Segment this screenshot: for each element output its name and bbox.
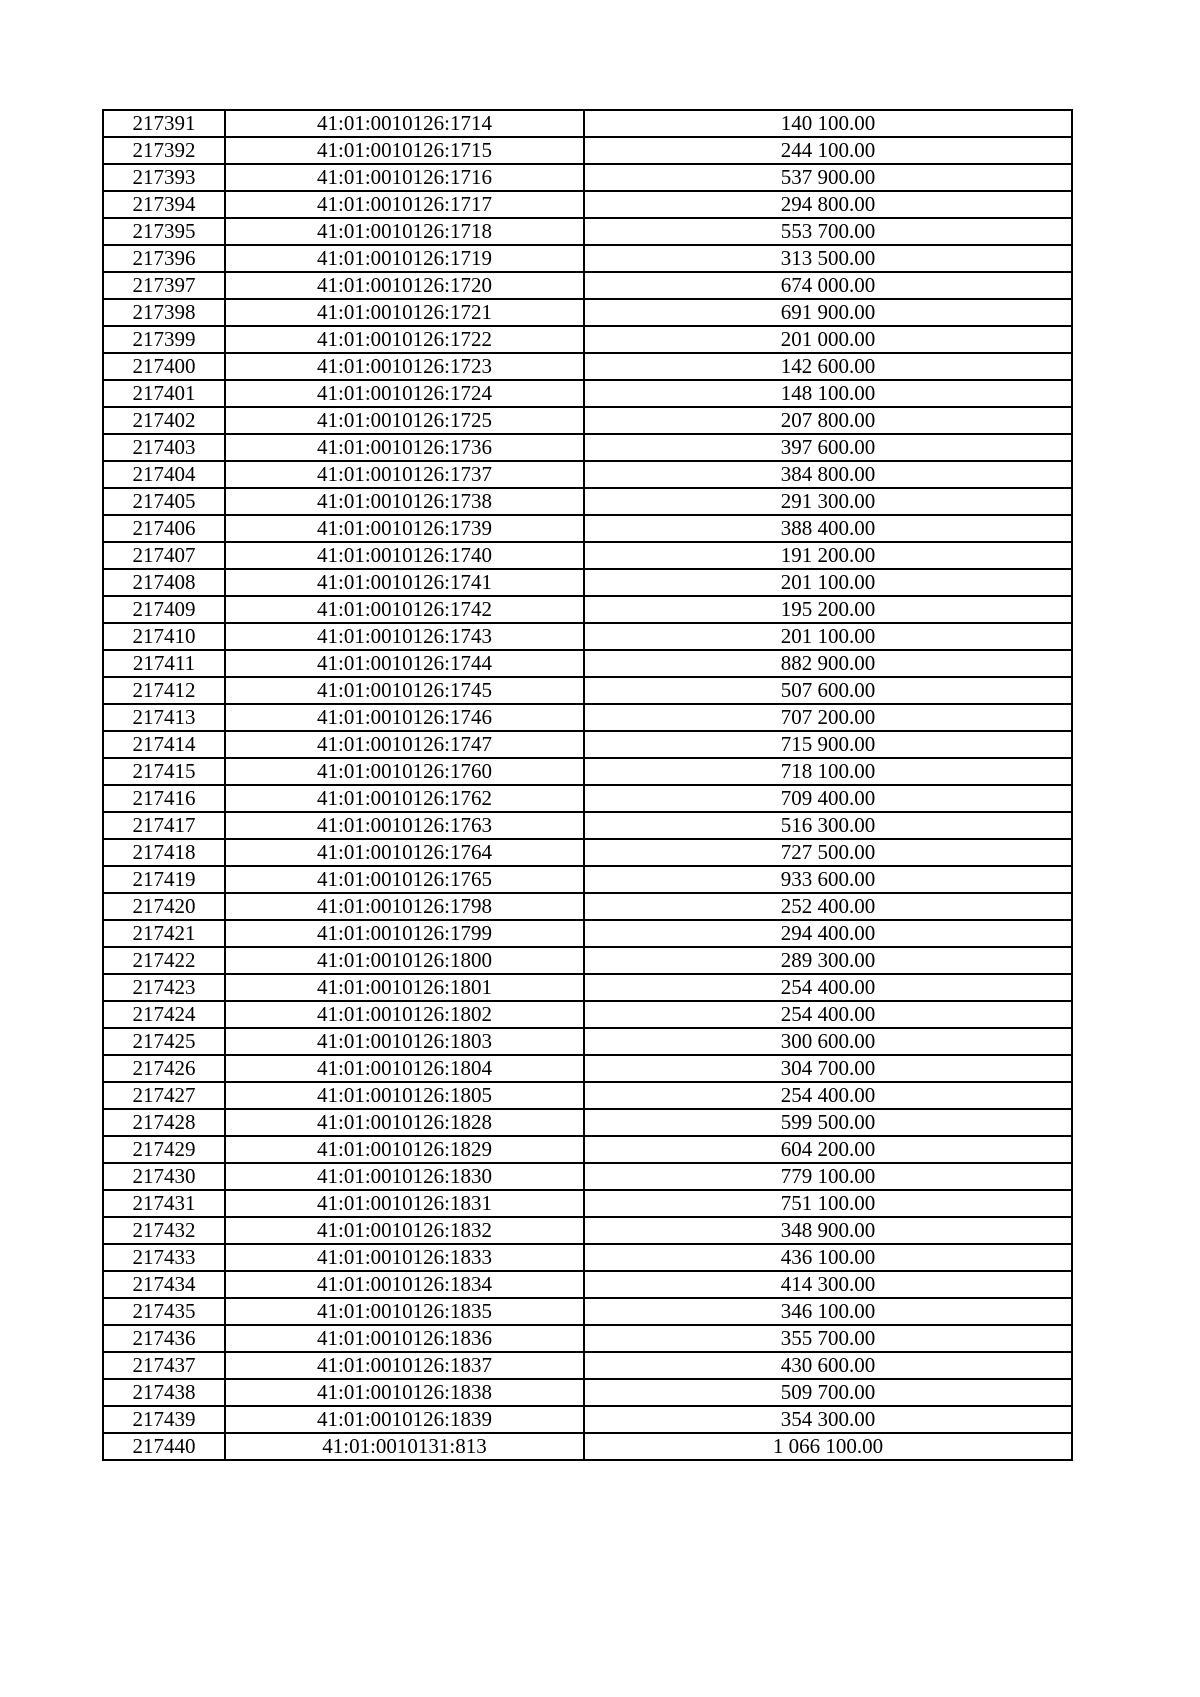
cadastral-number-cell: 41:01:0010126:1760 <box>225 758 584 785</box>
row-number-cell: 217399 <box>103 326 225 353</box>
cadastral-value-cell: 718 100.00 <box>584 758 1072 785</box>
cadastral-value-cell: 289 300.00 <box>584 947 1072 974</box>
table-row <box>103 1298 1072 1325</box>
row-number-cell: 217408 <box>103 569 225 596</box>
row-number-cell: 217439 <box>103 1406 225 1433</box>
table-row <box>103 866 1072 893</box>
cadastral-number-cell: 41:01:0010126:1805 <box>225 1082 584 1109</box>
table-row <box>103 515 1072 542</box>
table-row <box>103 542 1072 569</box>
cadastral-value-cell: 537 900.00 <box>584 164 1072 191</box>
row-number-cell: 217431 <box>103 1190 225 1217</box>
cadastral-value-cell: 201 100.00 <box>584 623 1072 650</box>
cadastral-value-cell: 304 700.00 <box>584 1055 1072 1082</box>
cadastral-value-cell: 195 200.00 <box>584 596 1072 623</box>
table-row <box>103 839 1072 866</box>
cadastral-value-cell: 254 400.00 <box>584 1001 1072 1028</box>
cadastral-number-cell: 41:01:0010126:1717 <box>225 191 584 218</box>
table-row <box>103 245 1072 272</box>
cadastral-value-cell: 294 400.00 <box>584 920 1072 947</box>
row-number-cell: 217430 <box>103 1163 225 1190</box>
cadastral-number-cell: 41:01:0010126:1830 <box>225 1163 584 1190</box>
cadastral-value-cell: 715 900.00 <box>584 731 1072 758</box>
table-row <box>103 326 1072 353</box>
table-row <box>103 704 1072 731</box>
table-row <box>103 1163 1072 1190</box>
row-number-cell: 217415 <box>103 758 225 785</box>
row-number-cell: 217435 <box>103 1298 225 1325</box>
row-number-cell: 217429 <box>103 1136 225 1163</box>
table-row <box>103 1001 1072 1028</box>
cadastral-number-cell: 41:01:0010126:1721 <box>225 299 584 326</box>
cadastral-value-cell: 933 600.00 <box>584 866 1072 893</box>
row-number-cell: 217396 <box>103 245 225 272</box>
row-number-cell: 217392 <box>103 137 225 164</box>
table-row <box>103 893 1072 920</box>
cadastral-number-cell: 41:01:0010126:1719 <box>225 245 584 272</box>
row-number-cell: 217411 <box>103 650 225 677</box>
cadastral-number-cell: 41:01:0010126:1836 <box>225 1325 584 1352</box>
row-number-cell: 217416 <box>103 785 225 812</box>
row-number-cell: 217420 <box>103 893 225 920</box>
cadastral-value-cell: 244 100.00 <box>584 137 1072 164</box>
cadastral-number-cell: 41:01:0010126:1720 <box>225 272 584 299</box>
cadastral-value-cell: 346 100.00 <box>584 1298 1072 1325</box>
row-number-cell: 217421 <box>103 920 225 947</box>
table-body <box>103 110 1072 1460</box>
cadastral-number-cell: 41:01:0010126:1799 <box>225 920 584 947</box>
cadastral-number-cell: 41:01:0010126:1742 <box>225 596 584 623</box>
table-row <box>103 974 1072 1001</box>
table-row <box>103 299 1072 326</box>
row-number-cell: 217438 <box>103 1379 225 1406</box>
cadastral-value-cell: 430 600.00 <box>584 1352 1072 1379</box>
cadastral-number-cell: 41:01:0010126:1834 <box>225 1271 584 1298</box>
cadastral-value-cell: 254 400.00 <box>584 974 1072 1001</box>
cadastral-value-cell: 291 300.00 <box>584 488 1072 515</box>
row-number-cell: 217404 <box>103 461 225 488</box>
cadastral-value-cell: 691 900.00 <box>584 299 1072 326</box>
cadastral-value-cell: 207 800.00 <box>584 407 1072 434</box>
cadastral-value-cell: 148 100.00 <box>584 380 1072 407</box>
row-number-cell: 217422 <box>103 947 225 974</box>
cadastral-value-cell: 252 400.00 <box>584 893 1072 920</box>
cadastral-number-cell: 41:01:0010126:1737 <box>225 461 584 488</box>
cadastral-value-cell: 882 900.00 <box>584 650 1072 677</box>
row-number-cell: 217405 <box>103 488 225 515</box>
cadastral-number-cell: 41:01:0010126:1764 <box>225 839 584 866</box>
cadastral-number-cell: 41:01:0010126:1740 <box>225 542 584 569</box>
cadastral-number-cell: 41:01:0010126:1765 <box>225 866 584 893</box>
cadastral-value-cell: 599 500.00 <box>584 1109 1072 1136</box>
cadastral-number-cell: 41:01:0010126:1800 <box>225 947 584 974</box>
cadastral-value-cell: 709 400.00 <box>584 785 1072 812</box>
row-number-cell: 217426 <box>103 1055 225 1082</box>
row-number-cell: 217403 <box>103 434 225 461</box>
table-row <box>103 1082 1072 1109</box>
row-number-cell: 217395 <box>103 218 225 245</box>
cadastral-number-cell: 41:01:0010126:1798 <box>225 893 584 920</box>
row-number-cell: 217418 <box>103 839 225 866</box>
cadastral-value-cell: 140 100.00 <box>584 110 1072 137</box>
table-row <box>103 1433 1072 1460</box>
row-number-cell: 217407 <box>103 542 225 569</box>
table-row <box>103 407 1072 434</box>
cadastral-number-cell: 41:01:0010126:1723 <box>225 353 584 380</box>
row-number-cell: 217425 <box>103 1028 225 1055</box>
cadastral-number-cell: 41:01:0010126:1762 <box>225 785 584 812</box>
row-number-cell: 217402 <box>103 407 225 434</box>
cadastral-number-cell: 41:01:0010126:1803 <box>225 1028 584 1055</box>
row-number-cell: 217410 <box>103 623 225 650</box>
cadastral-number-cell: 41:01:0010126:1838 <box>225 1379 584 1406</box>
cadastral-value-cell: 201 000.00 <box>584 326 1072 353</box>
table-row <box>103 272 1072 299</box>
table-row <box>103 623 1072 650</box>
cadastral-value-cell: 604 200.00 <box>584 1136 1072 1163</box>
table-row <box>103 380 1072 407</box>
table-row <box>103 569 1072 596</box>
row-number-cell: 217409 <box>103 596 225 623</box>
cadastral-number-cell: 41:01:0010126:1833 <box>225 1244 584 1271</box>
cadastral-value-cell: 1 066 100.00 <box>584 1433 1072 1460</box>
table-row <box>103 1406 1072 1433</box>
cadastral-number-cell: 41:01:0010126:1724 <box>225 380 584 407</box>
row-number-cell: 217413 <box>103 704 225 731</box>
row-number-cell: 217394 <box>103 191 225 218</box>
cadastral-number-cell: 41:01:0010126:1736 <box>225 434 584 461</box>
cadastral-number-cell: 41:01:0010126:1829 <box>225 1136 584 1163</box>
cadastral-number-cell: 41:01:0010126:1718 <box>225 218 584 245</box>
row-number-cell: 217398 <box>103 299 225 326</box>
row-number-cell: 217437 <box>103 1352 225 1379</box>
table-row <box>103 353 1072 380</box>
table-row <box>103 758 1072 785</box>
cadastral-number-cell: 41:01:0010126:1839 <box>225 1406 584 1433</box>
cadastral-number-cell: 41:01:0010126:1747 <box>225 731 584 758</box>
table-row <box>103 1352 1072 1379</box>
cadastral-number-cell: 41:01:0010126:1832 <box>225 1217 584 1244</box>
cadastral-number-cell: 41:01:0010126:1837 <box>225 1352 584 1379</box>
row-number-cell: 217433 <box>103 1244 225 1271</box>
cadastral-number-cell: 41:01:0010126:1745 <box>225 677 584 704</box>
cadastral-number-cell: 41:01:0010126:1741 <box>225 569 584 596</box>
row-number-cell: 217428 <box>103 1109 225 1136</box>
table-row <box>103 1028 1072 1055</box>
row-number-cell: 217412 <box>103 677 225 704</box>
row-number-cell: 217400 <box>103 353 225 380</box>
table-row <box>103 218 1072 245</box>
cadastral-value-cell: 509 700.00 <box>584 1379 1072 1406</box>
table-row <box>103 731 1072 758</box>
table-row <box>103 812 1072 839</box>
cadastral-value-cell: 294 800.00 <box>584 191 1072 218</box>
table-row <box>103 947 1072 974</box>
cadastral-number-cell: 41:01:0010126:1714 <box>225 110 584 137</box>
cadastral-number-cell: 41:01:0010126:1738 <box>225 488 584 515</box>
cadastral-value-cell: 436 100.00 <box>584 1244 1072 1271</box>
cadastral-number-cell: 41:01:0010126:1763 <box>225 812 584 839</box>
row-number-cell: 217414 <box>103 731 225 758</box>
cadastral-value-cell: 201 100.00 <box>584 569 1072 596</box>
table-row <box>103 596 1072 623</box>
cadastral-value-cell: 516 300.00 <box>584 812 1072 839</box>
cadastral-value-cell: 300 600.00 <box>584 1028 1072 1055</box>
table-row <box>103 1217 1072 1244</box>
cadastral-number-cell: 41:01:0010126:1725 <box>225 407 584 434</box>
table-row <box>103 164 1072 191</box>
table-row <box>103 650 1072 677</box>
row-number-cell: 217434 <box>103 1271 225 1298</box>
table-row <box>103 110 1072 137</box>
cadastral-number-cell: 41:01:0010126:1835 <box>225 1298 584 1325</box>
cadastral-value-cell: 388 400.00 <box>584 515 1072 542</box>
table-row <box>103 1109 1072 1136</box>
cadastral-value-cell: 707 200.00 <box>584 704 1072 731</box>
cadastral-value-cell: 553 700.00 <box>584 218 1072 245</box>
table-row <box>103 434 1072 461</box>
cadastral-number-cell: 41:01:0010126:1801 <box>225 974 584 1001</box>
row-number-cell: 217423 <box>103 974 225 1001</box>
cadastral-value-cell: 191 200.00 <box>584 542 1072 569</box>
table-row <box>103 1325 1072 1352</box>
cadastral-value-cell: 414 300.00 <box>584 1271 1072 1298</box>
row-number-cell: 217417 <box>103 812 225 839</box>
table-row <box>103 1055 1072 1082</box>
cadastral-value-cell: 779 100.00 <box>584 1163 1072 1190</box>
table-row <box>103 677 1072 704</box>
row-number-cell: 217436 <box>103 1325 225 1352</box>
row-number-cell: 217401 <box>103 380 225 407</box>
row-number-cell: 217406 <box>103 515 225 542</box>
cadastral-value-cell: 727 500.00 <box>584 839 1072 866</box>
cadastral-number-cell: 41:01:0010126:1828 <box>225 1109 584 1136</box>
table-row <box>103 1136 1072 1163</box>
cadastral-number-cell: 41:01:0010126:1802 <box>225 1001 584 1028</box>
cadastral-value-table <box>102 109 1073 1461</box>
table-row <box>103 137 1072 164</box>
cadastral-value-cell: 313 500.00 <box>584 245 1072 272</box>
table-row <box>103 1190 1072 1217</box>
cadastral-value-cell: 507 600.00 <box>584 677 1072 704</box>
row-number-cell: 217393 <box>103 164 225 191</box>
cadastral-number-cell: 41:01:0010126:1716 <box>225 164 584 191</box>
row-number-cell: 217427 <box>103 1082 225 1109</box>
row-number-cell: 217432 <box>103 1217 225 1244</box>
row-number-cell: 217397 <box>103 272 225 299</box>
cadastral-value-cell: 674 000.00 <box>584 272 1072 299</box>
cadastral-number-cell: 41:01:0010126:1804 <box>225 1055 584 1082</box>
cadastral-number-cell: 41:01:0010126:1743 <box>225 623 584 650</box>
row-number-cell: 217440 <box>103 1433 225 1460</box>
cadastral-value-cell: 142 600.00 <box>584 353 1072 380</box>
cadastral-value-cell: 254 400.00 <box>584 1082 1072 1109</box>
cadastral-number-cell: 41:01:0010126:1744 <box>225 650 584 677</box>
cadastral-value-cell: 751 100.00 <box>584 1190 1072 1217</box>
row-number-cell: 217391 <box>103 110 225 137</box>
table-row <box>103 920 1072 947</box>
table-row <box>103 1244 1072 1271</box>
row-number-cell: 217419 <box>103 866 225 893</box>
table-row <box>103 1379 1072 1406</box>
cadastral-number-cell: 41:01:0010126:1722 <box>225 326 584 353</box>
cadastral-number-cell: 41:01:0010126:1746 <box>225 704 584 731</box>
cadastral-value-cell: 355 700.00 <box>584 1325 1072 1352</box>
table-row <box>103 191 1072 218</box>
cadastral-number-cell: 41:01:0010126:1831 <box>225 1190 584 1217</box>
cadastral-value-cell: 384 800.00 <box>584 461 1072 488</box>
table-row <box>103 488 1072 515</box>
cadastral-number-cell: 41:01:0010126:1739 <box>225 515 584 542</box>
table-row <box>103 461 1072 488</box>
cadastral-number-cell: 41:01:0010126:1715 <box>225 137 584 164</box>
cadastral-value-cell: 397 600.00 <box>584 434 1072 461</box>
table-row <box>103 1271 1072 1298</box>
cadastral-number-cell: 41:01:0010131:813 <box>225 1433 584 1460</box>
cadastral-value-cell: 348 900.00 <box>584 1217 1072 1244</box>
row-number-cell: 217424 <box>103 1001 225 1028</box>
cadastral-value-cell: 354 300.00 <box>584 1406 1072 1433</box>
table-row <box>103 785 1072 812</box>
